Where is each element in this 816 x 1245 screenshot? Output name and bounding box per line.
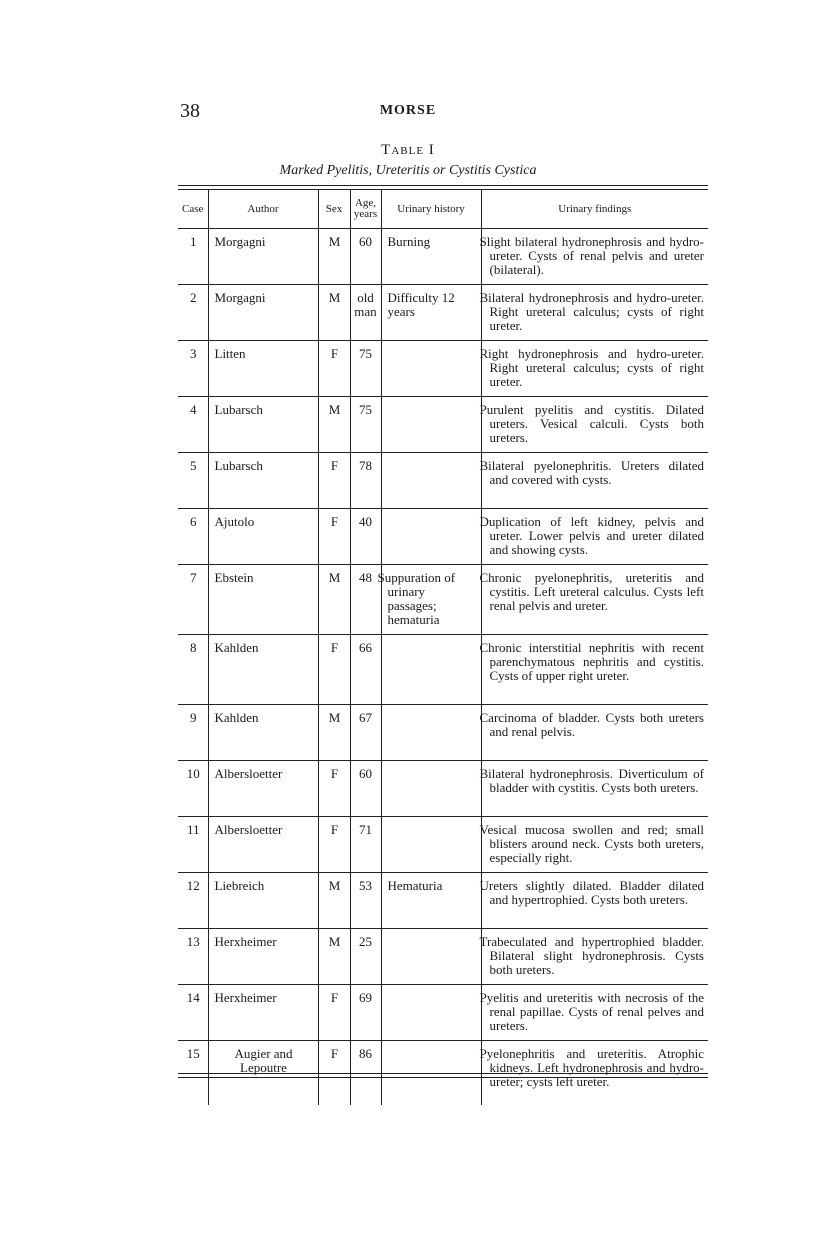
sex-cell: F — [318, 1041, 350, 1105]
table-title: Table I — [381, 142, 435, 158]
page-number: 38 — [180, 100, 200, 122]
findings-cell: Pyelonephritis and ureteritis. Atrophic kidneys. Left hydronephrosis and hydro-ureter; cysts left ureter. — [481, 1041, 708, 1105]
age-cell: 60 — [350, 761, 381, 817]
sex-cell: M — [318, 229, 350, 285]
author-cell: Albersloetter — [208, 761, 318, 817]
age-cell: 66 — [350, 635, 381, 705]
age-cell: 75 — [350, 397, 381, 453]
table-row — [178, 985, 708, 1041]
history-cell — [381, 817, 481, 873]
table-row — [178, 341, 708, 397]
author-cell: Herxheimer — [208, 929, 318, 985]
table-row — [178, 817, 708, 873]
author-cell: Kahlden — [208, 705, 318, 761]
history-cell — [381, 397, 481, 453]
table-row — [178, 929, 708, 985]
bottom-rule-2 — [178, 1077, 708, 1078]
header-author: Author — [208, 190, 318, 229]
findings-cell: Bilateral pyelonephritis. Ureters dilated and covered with cysts. — [481, 453, 708, 509]
header-findings: Urinary findings — [481, 190, 708, 229]
case-cell: 6 — [178, 509, 208, 565]
age-cell: 25 — [350, 929, 381, 985]
findings-cell: Right hydronephrosis and hydro-ureter. Right ureteral calculus; cysts of right ureter. — [481, 341, 708, 397]
history-cell — [381, 985, 481, 1041]
age-cell: 67 — [350, 705, 381, 761]
sex-cell: F — [318, 341, 350, 397]
author-cell: Augier and Lepoutre — [208, 1041, 318, 1105]
findings-cell: Trabeculated and hypertrophied bladder. Bilateral slight hydronephrosis. Cysts both ureters. — [481, 929, 708, 985]
header-case: Case — [178, 190, 208, 229]
findings-cell: Bilateral hydronephrosis and hydro-ureter. Right ureteral calculus; cysts of right ureter. — [481, 285, 708, 341]
case-cell: 14 — [178, 985, 208, 1041]
history-cell: Difficulty 12 years — [381, 285, 481, 341]
case-cell: 10 — [178, 761, 208, 817]
age-cell: 78 — [350, 453, 381, 509]
case-cell: 9 — [178, 705, 208, 761]
age-cell: 86 — [350, 1041, 381, 1105]
findings-cell: Purulent pyelitis and cystitis. Dilated ureters. Vesical calculi. Cysts both ureters. — [481, 397, 708, 453]
age-cell: 60 — [350, 229, 381, 285]
table-row — [178, 565, 708, 635]
case-cell: 2 — [178, 285, 208, 341]
case-cell: 13 — [178, 929, 208, 985]
author-cell: Herxheimer — [208, 985, 318, 1041]
author-cell: Ajutolo — [208, 509, 318, 565]
header-sex: Sex — [318, 190, 350, 229]
table-row — [178, 509, 708, 565]
bottom-rule-1 — [178, 1073, 708, 1074]
sex-cell: M — [318, 873, 350, 929]
sex-cell: F — [318, 453, 350, 509]
table-row — [178, 397, 708, 453]
history-cell — [381, 453, 481, 509]
history-cell: Suppuration of urinary passages; hematuria — [381, 565, 481, 635]
sex-cell: F — [318, 761, 350, 817]
history-cell: Burning — [381, 229, 481, 285]
age-cell: 75 — [350, 341, 381, 397]
case-cell: 7 — [178, 565, 208, 635]
case-cell: 4 — [178, 397, 208, 453]
table-row — [178, 229, 708, 285]
age-cell: 48 — [350, 565, 381, 635]
history-cell — [381, 705, 481, 761]
table-row — [178, 873, 708, 929]
header-history: Urinary history — [381, 190, 481, 229]
age-cell: 69 — [350, 985, 381, 1041]
age-cell: 53 — [350, 873, 381, 929]
history-cell: Hematuria — [381, 873, 481, 929]
findings-cell: Chronic interstitial nephritis with recent parenchymatous nephritis and cystitis. Cysts of upper right ureter. — [481, 635, 708, 705]
history-cell — [381, 341, 481, 397]
case-cell: 8 — [178, 635, 208, 705]
table-row — [178, 705, 708, 761]
running-head: MORSE — [379, 103, 437, 118]
findings-cell: Bilateral hydronephrosis. Diverticulum of bladder with cystitis. Cysts both ureters. — [481, 761, 708, 817]
sex-cell: M — [318, 285, 350, 341]
header-age: Age, years — [350, 190, 381, 229]
history-cell — [381, 761, 481, 817]
table-row — [178, 761, 708, 817]
history-cell — [381, 929, 481, 985]
data-table — [178, 190, 708, 1105]
age-cell: 40 — [350, 509, 381, 565]
author-cell: Ebstein — [208, 565, 318, 635]
case-cell: 1 — [190, 234, 197, 249]
author-cell: Morgagni — [208, 285, 318, 341]
history-cell — [381, 509, 481, 565]
sex-cell: F — [318, 509, 350, 565]
age-cell: 71 — [350, 817, 381, 873]
findings-cell: Ureters slightly dilated. Bladder dilated and hypertrophied. Cysts both ureters. — [481, 873, 708, 929]
case-cell: 3 — [178, 341, 208, 397]
top-rule-1 — [178, 185, 708, 186]
table-row — [178, 285, 708, 341]
table-row — [178, 635, 708, 705]
sex-cell: M — [318, 705, 350, 761]
author-cell: Lubarsch — [208, 453, 318, 509]
case-cell: 5 — [178, 453, 208, 509]
header-row — [178, 190, 708, 229]
case-cell: 11 — [178, 817, 208, 873]
sex-cell: M — [318, 929, 350, 985]
findings-cell: Pyelitis and ureteritis with necrosis of the renal papillae. Cysts of renal pelves and ureters. — [481, 985, 708, 1041]
author-cell: Albersloetter — [208, 817, 318, 873]
sex-cell: F — [318, 635, 350, 705]
case-cell: 15 — [178, 1041, 208, 1105]
author-cell: Litten — [208, 341, 318, 397]
author-cell: Morgagni — [208, 229, 318, 285]
sex-cell: M — [318, 397, 350, 453]
case-cell: 12 — [178, 873, 208, 929]
sex-cell: F — [318, 817, 350, 873]
age-cell: old man — [350, 285, 381, 341]
sex-cell: M — [318, 565, 350, 635]
sex-cell: F — [318, 985, 350, 1041]
author-cell: Kahlden — [208, 635, 318, 705]
table-subtitle: Marked Pyelitis, Ureteritis or Cystitis Cystica — [279, 163, 537, 178]
findings-cell: Chronic pyelonephritis, ureteritis and cystitis. Left ureteral calculus. Cysts left renal pelvis and ureter. — [481, 565, 708, 635]
author-cell: Liebreich — [208, 873, 318, 929]
findings-cell: Carcinoma of bladder. Cysts both ureters and renal pelvis. — [481, 705, 708, 761]
history-cell — [381, 635, 481, 705]
author-cell: Lubarsch — [208, 397, 318, 453]
table-row — [178, 453, 708, 509]
findings-cell: Slight bilateral hydronephrosis and hydro-ureter. Cysts of renal pelvis and ureter (bilateral). — [481, 229, 708, 285]
findings-cell: Vesical mucosa swollen and red; small blisters around neck. Cysts both ureters, especially right. — [481, 817, 708, 873]
findings-cell: Duplication of left kidney, pelvis and ureter. Lower pelvis and ureter dilated and showing cysts. — [481, 509, 708, 565]
